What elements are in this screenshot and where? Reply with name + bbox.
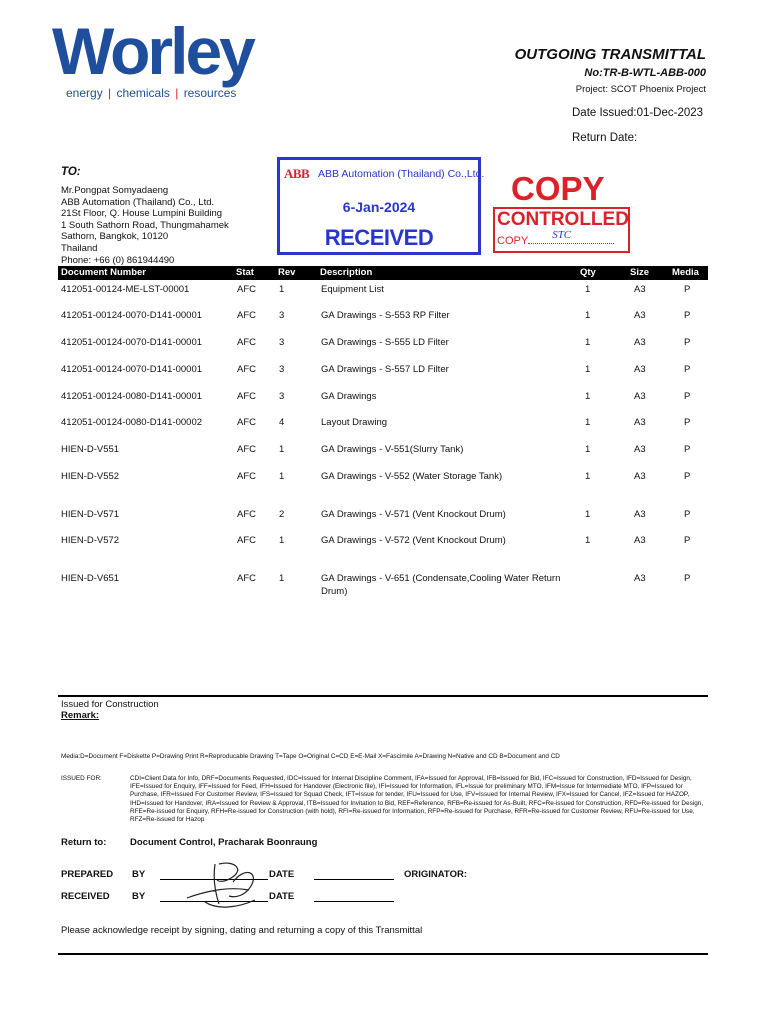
cell-media: P (684, 444, 691, 455)
col-size: Size (630, 267, 650, 278)
cell-size: A3 (634, 471, 646, 482)
cell-stat: AFC (237, 284, 256, 295)
cell-desc: GA Drawings - V-651 (Condensate,Cooling Water Return Drum) (321, 573, 561, 597)
to-label: TO: (61, 166, 81, 178)
cell-stat: AFC (237, 417, 256, 428)
recipient-line: Thailand (61, 242, 98, 254)
cell-desc: GA Drawings - S-555 LD Filter (321, 337, 449, 348)
cell-rev: 1 (279, 535, 285, 546)
copy-dotted-line (528, 229, 614, 244)
tagline-energy: energy (66, 86, 103, 100)
tagline-separator: | (175, 86, 179, 100)
cell-rev: 3 (279, 337, 285, 348)
cell-media: P (684, 417, 691, 428)
cell-size: A3 (634, 535, 646, 546)
cell-qty: 1 (585, 310, 591, 321)
cell-desc: Equipment List (321, 284, 384, 295)
received-stamp (277, 157, 485, 255)
cell-size: A3 (634, 573, 646, 584)
tagline-chemicals: chemicals (116, 86, 170, 100)
cell-stat: AFC (237, 444, 256, 455)
col-qty: Qty (580, 267, 596, 278)
return-to-label: Return to: (61, 837, 107, 848)
issued-for-label: ISSUED FOR: (61, 775, 102, 782)
logo-tagline (66, 86, 236, 100)
col-stat: Stat (236, 267, 254, 278)
divider (58, 695, 708, 697)
tagline-separator: | (108, 86, 112, 100)
cell-size: A3 (634, 509, 646, 520)
cell-rev: 3 (279, 391, 285, 402)
col-description: Description (320, 267, 373, 278)
cell-qty: 1 (585, 364, 591, 375)
col-media: Media (672, 267, 699, 278)
cell-qty: 1 (585, 417, 591, 428)
return-date: Return Date: (572, 132, 638, 144)
signature (175, 852, 275, 914)
return-to-value: Document Control, Pracharak Boonraung (130, 837, 318, 848)
cell-rev: 4 (279, 417, 285, 428)
recipient-line: ABB Automation (Thailand) Co., Ltd. (61, 196, 215, 208)
cell-stat: AFC (237, 509, 256, 520)
col-document-number: Document Number (61, 267, 146, 278)
cell-stat: AFC (237, 310, 256, 321)
cell-doc: HIEN-D-V651 (61, 573, 120, 584)
received-label: RECEIVED (61, 891, 110, 902)
prepared-by-label: BY (132, 869, 146, 880)
copy-line-label: COPY (497, 235, 529, 247)
cell-size: A3 (634, 417, 646, 428)
cell-stat: AFC (237, 573, 256, 584)
cell-doc: HIEN-D-V552 (61, 471, 120, 482)
cell-doc: 412051-00124-0070-D141-00001 (61, 337, 203, 348)
cell-rev: 3 (279, 310, 285, 321)
cell-desc: GA Drawings - V-571 (Vent Knockout Drum) (321, 509, 506, 520)
cell-rev: 1 (279, 471, 285, 482)
recipient-line: 1 South Sathorn Road, Thungmahamek (61, 219, 229, 231)
cell-size: A3 (634, 337, 646, 348)
stamp-date: 6-Jan-2024 (342, 199, 416, 215)
cell-stat: AFC (237, 391, 256, 402)
bottom-divider (58, 953, 708, 955)
cell-size: A3 (634, 364, 646, 375)
transmittal-title: OUTGOING TRANSMITTAL (514, 46, 706, 63)
recipient-line: 21St Floor, Q. House Lumpini Building (61, 208, 223, 220)
issued-for-legend: CDI=Client Data for Info, DRF=Documents Requested, IDC=Issued for Internal Discipline Comment, IFA=Issued for Approval, IFB=Issued for Bid, IFC=Issued for Construction, IFD=Issued for Design, IFE=Issued for Enquiry, IFF=Issued for Feed, IFH=Issued for Handover (Electronic file), IFI=Issued for Information, IFL=Issue for preliminary MTO, IFM=Issue for Intermediate MTO, IFP=Issued for Purchase, IFR=Issued For Customer Review, IFS=Issued for Squad Check, IFT=Issue for tender, IFU=Issued for Use, IFV=Issued for Internal Review, IFX=Issued for Cancel, IFZ=Issued for HAZOP, IHD=Issued for Handover, IRA=Issued for Review & Approval, ITB=Issued for Invitation to Bid, REF=Reference, RFB=Re-issued for As-Built, RFC=Re-issued for Construction, RFD=Re-issued for Design, RFE=Re-issued for Enquiry, RFH=Re-issued for Construction (with hold), RFI=Re-issued for Information, RFP=Re-issued for Purchase, RFR=Re-issued for Customer Review, RFU=Re-issued for Use, RFZ=Re-issued for Hazop (130, 775, 704, 824)
prepared-date-line[interactable] (314, 879, 394, 880)
cell-desc: Layout Drawing (321, 417, 388, 428)
cell-doc: 412051-00124-0080-D141-00002 (61, 417, 203, 428)
cell-desc: GA Drawings - V-552 (Water Storage Tank) (321, 471, 503, 482)
cell-media: P (684, 337, 691, 348)
issued-purpose: Issued for Construction (61, 699, 159, 710)
copy-initials: STC (552, 229, 572, 241)
cell-qty: 1 (585, 337, 591, 348)
received-date-label: DATE (269, 891, 295, 902)
cell-media: P (684, 509, 691, 520)
cell-desc: GA Drawings - V-551(Slurry Tank) (321, 444, 464, 455)
col-rev: Rev (278, 267, 296, 278)
cell-qty: 1 (585, 535, 591, 546)
table-header (58, 266, 708, 280)
prepared-label: PREPARED (61, 869, 114, 880)
recipient-line: Sathorn, Bangkok, 10120 (61, 231, 169, 243)
cell-stat: AFC (237, 364, 256, 375)
controlled-label: CONTROLLED (497, 209, 629, 230)
cell-doc: 412051-00124-0070-D141-00001 (61, 310, 203, 321)
cell-doc: HIEN-D-V551 (61, 444, 120, 455)
worley-logo: Worley (52, 14, 253, 88)
recipient-address (61, 185, 229, 266)
cell-media: P (684, 284, 691, 295)
cell-media: P (684, 310, 691, 321)
copy-stamp-title: COPY (511, 170, 605, 207)
copy-line (497, 229, 614, 247)
cell-stat: AFC (237, 535, 256, 546)
cell-media: P (684, 471, 691, 482)
remark-label: Remark: (61, 710, 100, 721)
abb-logo: ABB (284, 166, 310, 181)
received-date-line[interactable] (314, 901, 394, 902)
received-by-label: BY (132, 891, 146, 902)
recipient-line: Mr.Pongpat Somyadaeng (61, 185, 169, 196)
project-name: Project: SCOT Phoenix Project (575, 84, 706, 95)
cell-rev: 1 (279, 284, 285, 295)
cell-media: P (684, 573, 691, 584)
cell-media: P (684, 535, 691, 546)
cell-rev: 1 (279, 444, 285, 455)
cell-desc: GA Drawings (321, 391, 377, 402)
prepared-date-label: DATE (269, 869, 295, 880)
cell-size: A3 (634, 444, 646, 455)
cell-qty: 1 (585, 284, 591, 295)
cell-doc: HIEN-D-V571 (61, 509, 120, 520)
cell-rev: 2 (279, 509, 285, 520)
cell-media: P (684, 364, 691, 375)
cell-desc: GA Drawings - S-553 RP Filter (321, 310, 450, 321)
media-legend: Media:D=Document F=Diskette P=Drawing Print R=Reproducable Drawing T=Tape O=Original C=CD E=E-Mail X=Fascimile A=Drawing N=Native and CD B=Document and CD (61, 753, 560, 760)
cell-media: P (684, 391, 691, 402)
cell-qty: 1 (585, 509, 591, 520)
transmittal-number: No:TR-B-WTL-ABB-000 (584, 67, 706, 79)
date-issued: Date Issued:01-Dec-2023 (572, 107, 704, 119)
cell-stat: AFC (237, 337, 256, 348)
cell-doc: 412051-00124-0080-D141-00001 (61, 391, 203, 402)
cell-doc: HIEN-D-V572 (61, 535, 120, 546)
acknowledge-note: Please acknowledge receipt by signing, dating and returning a copy of this Transmittal (61, 925, 423, 936)
stamp-company: ABB Automation (Thailand) Co.,Ltd. (318, 168, 485, 180)
cell-rev: 3 (279, 364, 285, 375)
cell-qty: 1 (585, 471, 591, 482)
cell-qty: 1 (585, 444, 591, 455)
cell-size: A3 (634, 310, 646, 321)
cell-size: A3 (634, 391, 646, 402)
cell-qty: 1 (585, 391, 591, 402)
recipient-line: Phone: +66 (0) 861944490 (61, 254, 175, 266)
cell-rev: 1 (279, 573, 285, 584)
cell-desc: GA Drawings - S-557 LD Filter (321, 364, 449, 375)
cell-doc: 412051-00124-ME-LST-00001 (61, 284, 190, 295)
cell-doc: 412051-00124-0070-D141-00001 (61, 364, 203, 375)
tagline-resources: resources (183, 86, 237, 100)
originator-label: ORIGINATOR: (404, 869, 467, 880)
stamp-status: RECEIVED (324, 225, 434, 250)
cell-desc: GA Drawings - V-572 (Vent Knockout Drum) (321, 535, 506, 546)
cell-size: A3 (634, 284, 646, 295)
cell-stat: AFC (237, 471, 256, 482)
